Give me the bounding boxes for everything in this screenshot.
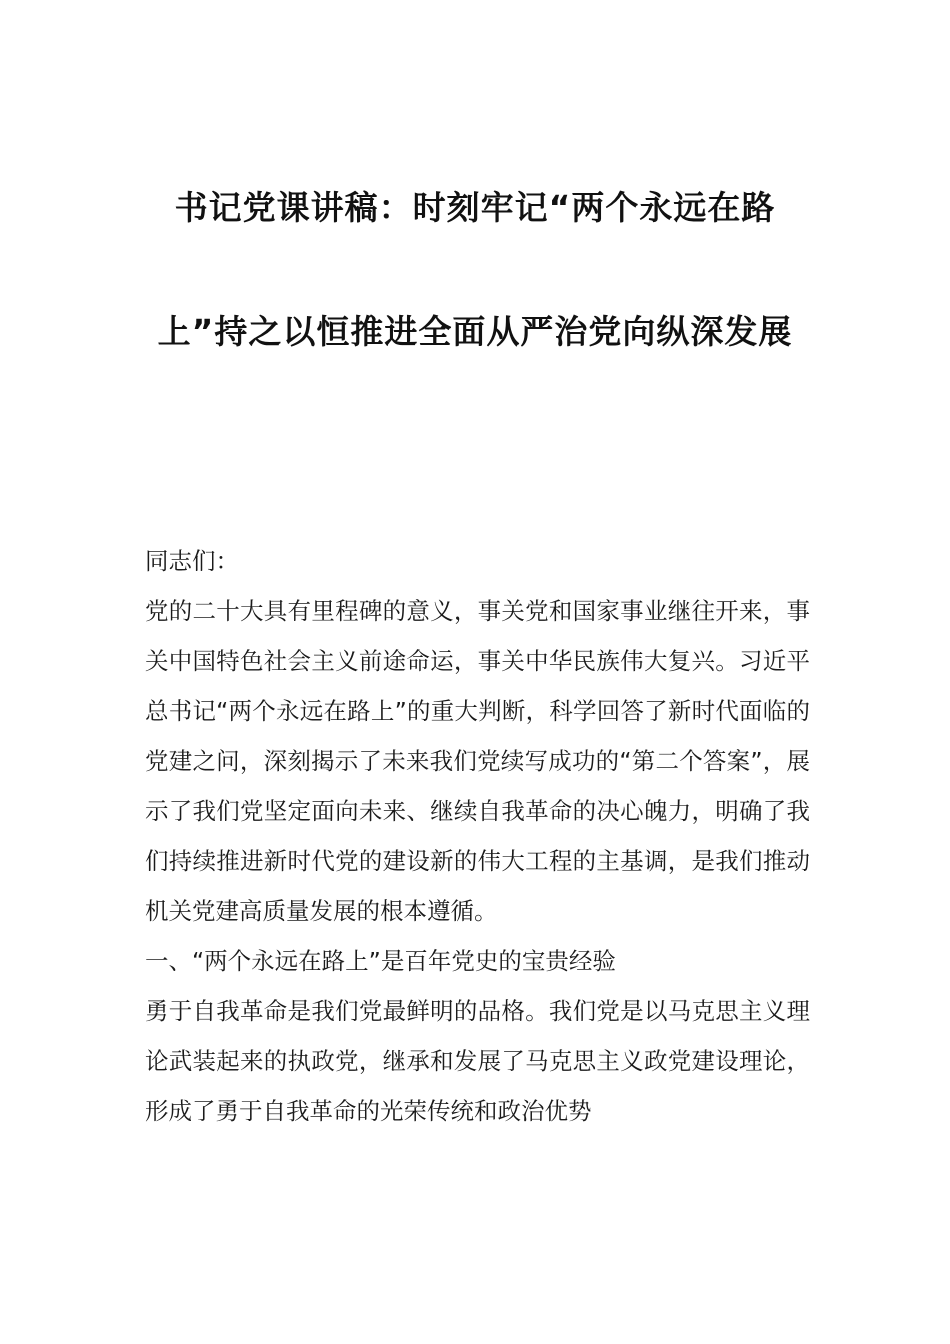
document-title: 书记党课讲稿：时刻牢记“两个永远在路上”持之以恒推进全面从严治党向纵深发展 (157, 188, 793, 351)
document-body (145, 536, 810, 1136)
paragraph-section-1: 勇于自我革命是我们党最鲜明的品格。我们党是以马克思主义理论武装起来的执政党，继承和发展了马克思主义政党建设理论，形成了勇于自我革命的光荣传统和政治优势 (145, 997, 810, 1125)
paragraph-intro: 党的二十大具有里程碑的意义，事关党和国家事业继往开来，事关中国特色社会主义前途命运，事关中华民族伟大复兴。习近平总书记“两个永远在路上”的重大判断，科学回答了新时代面临的党建之问，深刻揭示了未来我们党续写成功的“第二个答案”，展示了我们党坚定面向未来、继续自我革命的决心魄力，明确了我们持续推进新时代党的建设新的伟大工程的主基调，是我们推动机关党建高质量发展的根本遵循。 (145, 597, 810, 925)
section-heading-1: 一、“两个永远在路上”是百年党史的宝贵经验 (145, 947, 616, 975)
greeting: 同志们： (145, 547, 239, 575)
